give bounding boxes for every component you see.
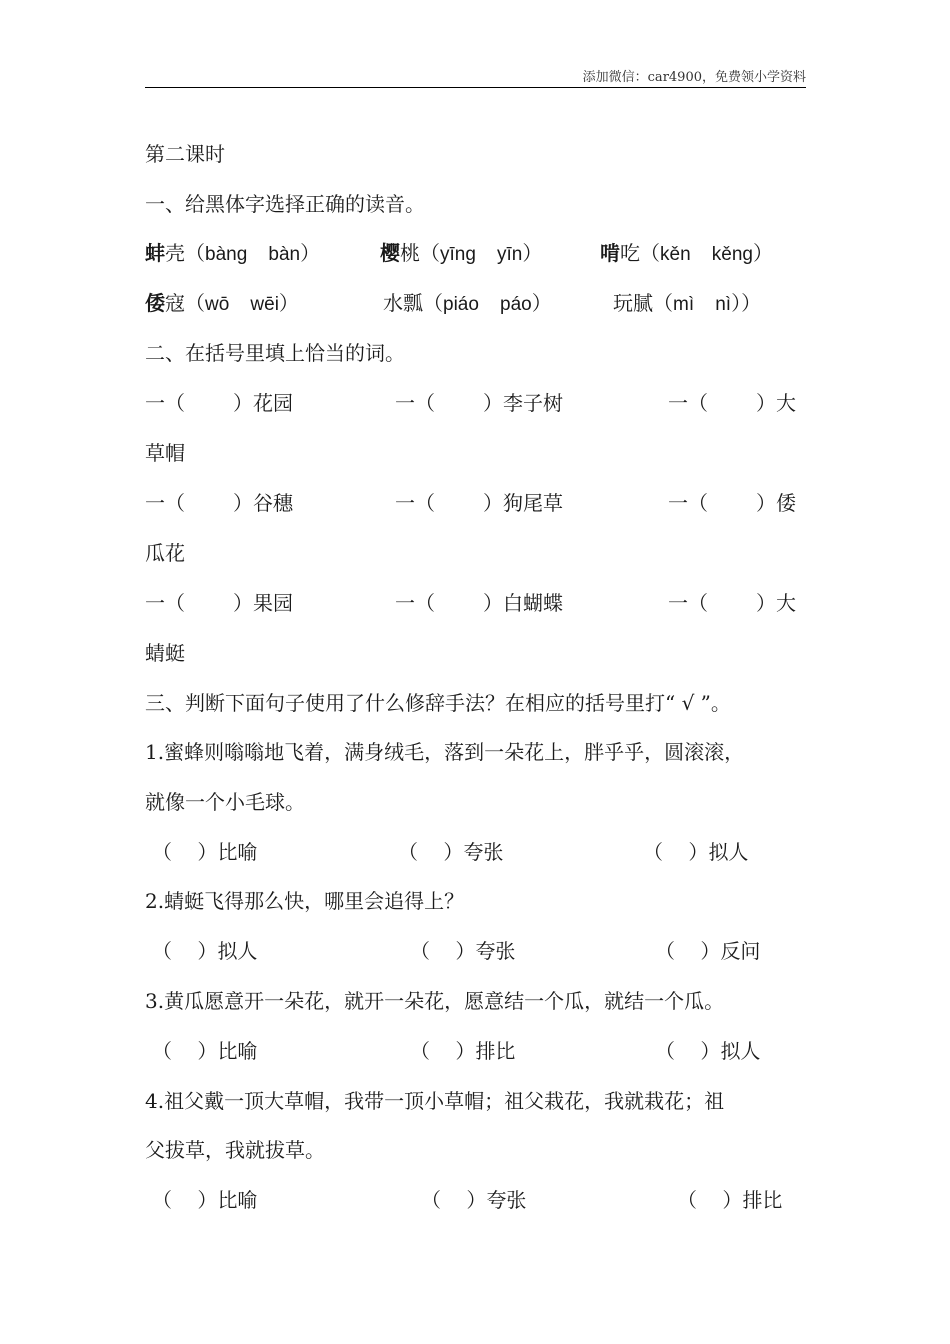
- choice-option[interactable]: （ ）夸张: [398, 840, 504, 864]
- question-text: 3.黄瓜愿意开一朵花，就开一朵花，愿意结一个瓜，就结一个瓜。: [145, 989, 725, 1013]
- fill-item: 一（ ）白蝴蝶: [395, 591, 563, 615]
- choice-option[interactable]: （ ）夸张: [421, 1188, 527, 1212]
- pinyin-item: 蚌壳（bàng bàn）: [145, 241, 321, 265]
- pinyin-item: 啃吃（kěn kěng）: [600, 241, 773, 265]
- question-text: 就像一个小毛球。: [145, 790, 305, 814]
- pinyin-item: 倭寇（wō wēi）: [145, 291, 299, 315]
- choice-option[interactable]: （ ）排比: [677, 1188, 783, 1212]
- section1-title: 一、给黑体字选择正确的读音。: [145, 192, 425, 216]
- fill-item: 一（ ）李子树: [395, 391, 563, 415]
- fill-wrap-text: 瓜花: [145, 541, 185, 565]
- choice-option[interactable]: （ ）排比: [410, 1039, 516, 1063]
- fill-wrap-text: 草帽: [145, 441, 185, 465]
- fill-item: 一（ ）大: [668, 391, 796, 415]
- lesson-title: 第二课时: [145, 142, 225, 166]
- question-text: 1.蜜蜂则嗡嗡地飞着，满身绒毛，落到一朵花上，胖乎乎，圆滚滚，: [145, 740, 745, 764]
- choice-option[interactable]: （ ）比喻: [152, 840, 258, 864]
- fill-item: 一（ ）花园: [145, 391, 293, 415]
- header-note: 添加微信：car4900，免费领小学资料: [582, 70, 806, 85]
- question-text: 4.祖父戴一顶大草帽，我带一顶小草帽；祖父栽花，我就栽花；祖: [145, 1089, 725, 1113]
- pinyin-item: 樱桃（yīng yīn）: [380, 241, 543, 265]
- fill-item: 一（ ）果园: [145, 591, 293, 615]
- section3-title: 三、判断下面句子使用了什么修辞手法？在相应的括号里打“ √ ”。: [145, 691, 731, 715]
- bold-char: 樱: [380, 241, 400, 265]
- fill-wrap-text: 蜻蜓: [145, 641, 185, 665]
- section2-title: 二、在括号里填上恰当的词。: [145, 341, 405, 365]
- header-rule: [145, 87, 806, 88]
- choice-option[interactable]: （ ）拟人: [152, 939, 258, 963]
- fill-item: 一（ ）大: [668, 591, 796, 615]
- fill-item: 一（ ）狗尾草: [395, 491, 563, 515]
- bold-char: 倭: [145, 291, 165, 315]
- fill-item: 一（ ）倭: [668, 491, 796, 515]
- question-text: 父拔草，我就拔草。: [145, 1138, 325, 1162]
- pinyin-item: 玩腻（mì nì））: [613, 291, 762, 315]
- choice-option[interactable]: （ ）反问: [655, 939, 761, 963]
- pinyin-item: 水瓢（piáo páo）: [383, 291, 552, 315]
- bold-char: 蚌: [145, 241, 165, 265]
- choice-option[interactable]: （ ）比喻: [152, 1188, 258, 1212]
- question-text: 2.蜻蜓飞得那么快，哪里会追得上？: [145, 889, 465, 913]
- choice-option[interactable]: （ ）比喻: [152, 1039, 258, 1063]
- choice-option[interactable]: （ ）拟人: [643, 840, 749, 864]
- bold-char: 啃: [600, 241, 620, 265]
- choice-option[interactable]: （ ）夸张: [410, 939, 516, 963]
- fill-item: 一（ ）谷穗: [145, 491, 293, 515]
- choice-option[interactable]: （ ）拟人: [655, 1039, 761, 1063]
